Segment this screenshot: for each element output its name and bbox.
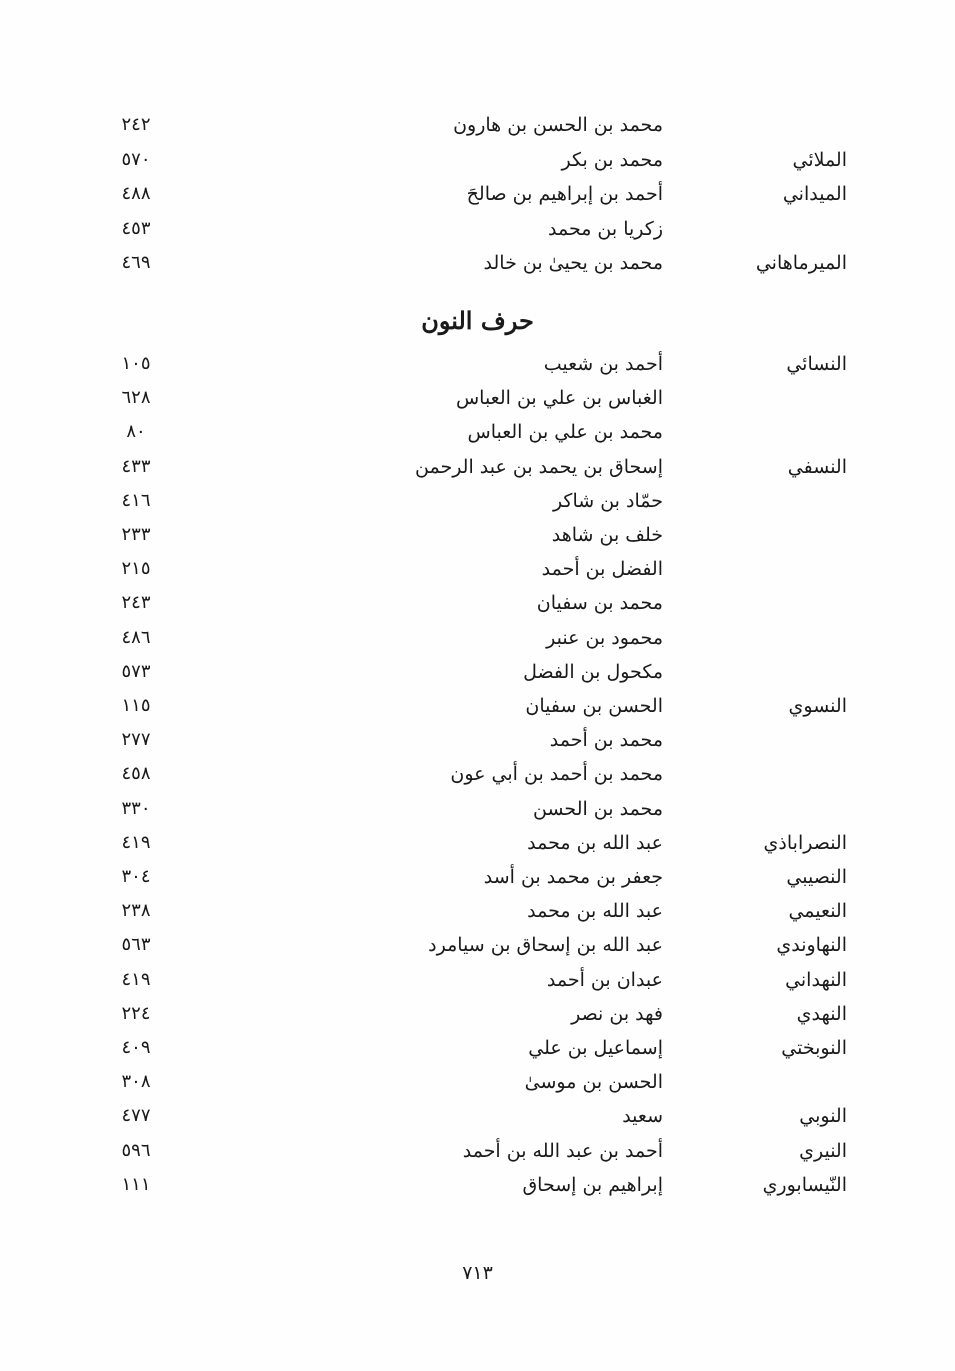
entry-name: جعفر بن محمد بن أسد — [483, 866, 663, 888]
entry-page-number: ٢٤٢ — [121, 114, 151, 135]
index-entry — [0, 177, 955, 211]
entry-page-number: ٤٦٩ — [121, 252, 151, 274]
entry-name: مكحول بن الفضل — [523, 660, 663, 683]
entry-nisba: الملائي — [792, 148, 847, 171]
entry-name: أحمد بن شعيب — [543, 353, 663, 375]
entry-page-number: ٥٧٠ — [121, 148, 151, 170]
entry-name: خلف بن شاهد — [551, 524, 663, 546]
entry-page-number: ٤٨٦ — [121, 626, 151, 648]
index-entry — [0, 826, 955, 860]
index-entry — [0, 1065, 955, 1099]
index-entry — [0, 484, 955, 518]
index-entry — [0, 1031, 955, 1065]
entry-nisba: النصراباذي — [763, 831, 847, 854]
entry-name: عبد الله بن إسحاق بن سيامرد — [428, 934, 663, 957]
index-entry — [0, 928, 955, 962]
index-entry — [0, 894, 955, 928]
entry-name: إسماعيل بن علي — [528, 1037, 663, 1059]
entry-page-number: ٤٣٣ — [121, 455, 151, 477]
entry-page-number: ٥٧٣ — [121, 660, 151, 682]
index-entry — [0, 415, 955, 449]
entry-name: الغباس بن علي بن العباس — [455, 387, 663, 410]
entry-page-number: ٤٠٩ — [121, 1037, 151, 1058]
entry-nisba: النيري — [799, 1139, 847, 1162]
entry-name: إسحاق بن يحمد بن عبد الرحمن — [415, 455, 663, 478]
entry-nisba: النسائي — [786, 353, 847, 375]
entry-name: محمد بن سفيان — [536, 592, 663, 615]
entry-page-number: ٥٦٣ — [121, 934, 151, 956]
entry-nisba: النهداني — [785, 968, 847, 991]
entry-name: محمد بن أحمد — [549, 729, 663, 752]
entry-nisba: النهدي — [796, 1002, 847, 1025]
index-entry — [0, 997, 955, 1031]
entry-nisba: النصيبي — [786, 866, 847, 888]
index-entry — [0, 792, 955, 826]
section-heading: حرف النون — [421, 306, 534, 335]
entry-nisba: النعيمي — [788, 900, 847, 923]
entry-name: فهد بن نصر — [571, 1002, 663, 1025]
entry-name: حمّاد بن شاكر — [552, 489, 663, 512]
index-entry — [0, 1168, 955, 1202]
index-entry — [0, 381, 955, 415]
entry-name: إبراهيم بن إسحاق — [522, 1173, 663, 1196]
entry-nisba: النهاوندي — [776, 934, 847, 957]
entry-nisba: النوبي — [799, 1105, 847, 1128]
entry-page-number: ٨٠ — [126, 421, 146, 443]
entry-name: الحسن بن سفيان — [525, 695, 663, 717]
entry-page-number: ٤١٩ — [121, 968, 151, 990]
entry-page-number: ٤٨٨ — [121, 183, 151, 205]
entry-nisba: الميداني — [782, 183, 847, 206]
entry-page-number: ١١٥ — [121, 695, 151, 716]
entry-name: أحمد بن إبراهيم بن صالحَ — [466, 183, 663, 206]
entry-name: الحسن بن موسىٰ — [524, 1071, 663, 1094]
entry-name: محمد بن يحيىٰ بن خالد — [483, 252, 663, 275]
index-entry — [0, 586, 955, 620]
entry-nisba: النوبختي — [781, 1037, 847, 1059]
entry-name: محمد بن علي بن العباس — [467, 421, 663, 444]
entry-page-number: ٤٧٧ — [121, 1105, 151, 1127]
entry-page-number: ٢٣٨ — [121, 900, 151, 922]
entry-name: محمد بن بكر — [561, 148, 663, 171]
entry-page-number: ٤١٩ — [121, 831, 151, 853]
entry-page-number: ٣٠٤ — [121, 866, 151, 887]
entry-nisba: الميرماهاني — [755, 252, 847, 275]
index-entry — [0, 246, 955, 280]
entry-page-number: ٢٣٣ — [121, 524, 151, 545]
entry-page-number: ٥٩٦ — [121, 1139, 151, 1161]
index-entry — [0, 689, 955, 723]
entry-name: سعيد — [622, 1105, 663, 1128]
index-entry — [0, 552, 955, 586]
index-entry — [0, 655, 955, 689]
index-entry — [0, 860, 955, 894]
entry-name: محمد بن أحمد بن أبي عون — [450, 763, 663, 786]
entry-page-number: ١١١ — [121, 1173, 151, 1195]
entry-page-number: ٤٥٣ — [121, 217, 151, 239]
entry-nisba: النسفي — [787, 455, 847, 478]
index-entry — [0, 757, 955, 791]
entry-page-number: ٢٤٣ — [121, 592, 151, 614]
entry-page-number: ٣٠٨ — [121, 1071, 151, 1093]
entry-page-number: ٤١٦ — [121, 489, 151, 511]
index-entry — [0, 723, 955, 757]
page-number: ٧١٣ — [462, 1262, 493, 1284]
index-entry — [0, 347, 955, 381]
entry-page-number: ٦٢٨ — [121, 387, 151, 409]
index-entry — [0, 518, 955, 552]
index-entry — [0, 1134, 955, 1168]
entry-name: عبد الله بن محمد — [527, 831, 663, 854]
entry-nisba: النسوي — [788, 695, 847, 717]
entry-name: الفضل بن أحمد — [541, 558, 663, 581]
entry-name: زكريا بن محمد — [547, 217, 663, 240]
index-entry — [0, 143, 955, 177]
entry-page-number: ٤٥٨ — [121, 763, 151, 785]
entry-name: عبد الله بن محمد — [527, 900, 663, 923]
index-entry — [0, 108, 955, 142]
index-entry — [0, 963, 955, 997]
entry-page-number: ٢١٥ — [121, 558, 151, 580]
entry-page-number: ٣٣٠ — [121, 797, 151, 819]
entry-name: محمد بن الحسن بن هارون — [453, 114, 663, 136]
entry-nisba: النّيسابوري — [762, 1173, 847, 1196]
index-entry — [0, 450, 955, 484]
entry-page-number: ١٠٥ — [121, 353, 151, 374]
entry-name: أحمد بن عبد الله بن أحمد — [462, 1139, 663, 1162]
entry-page-number: ٢٢٤ — [121, 1002, 151, 1024]
index-entry — [0, 212, 955, 246]
entry-page-number: ٢٧٧ — [121, 729, 151, 751]
entry-name: عبدان بن أحمد — [546, 968, 663, 991]
entry-name: محمود بن عنبر — [546, 626, 663, 649]
index-entry — [0, 1099, 955, 1133]
index-entry — [0, 621, 955, 655]
entry-name: محمد بن الحسن — [533, 797, 663, 820]
